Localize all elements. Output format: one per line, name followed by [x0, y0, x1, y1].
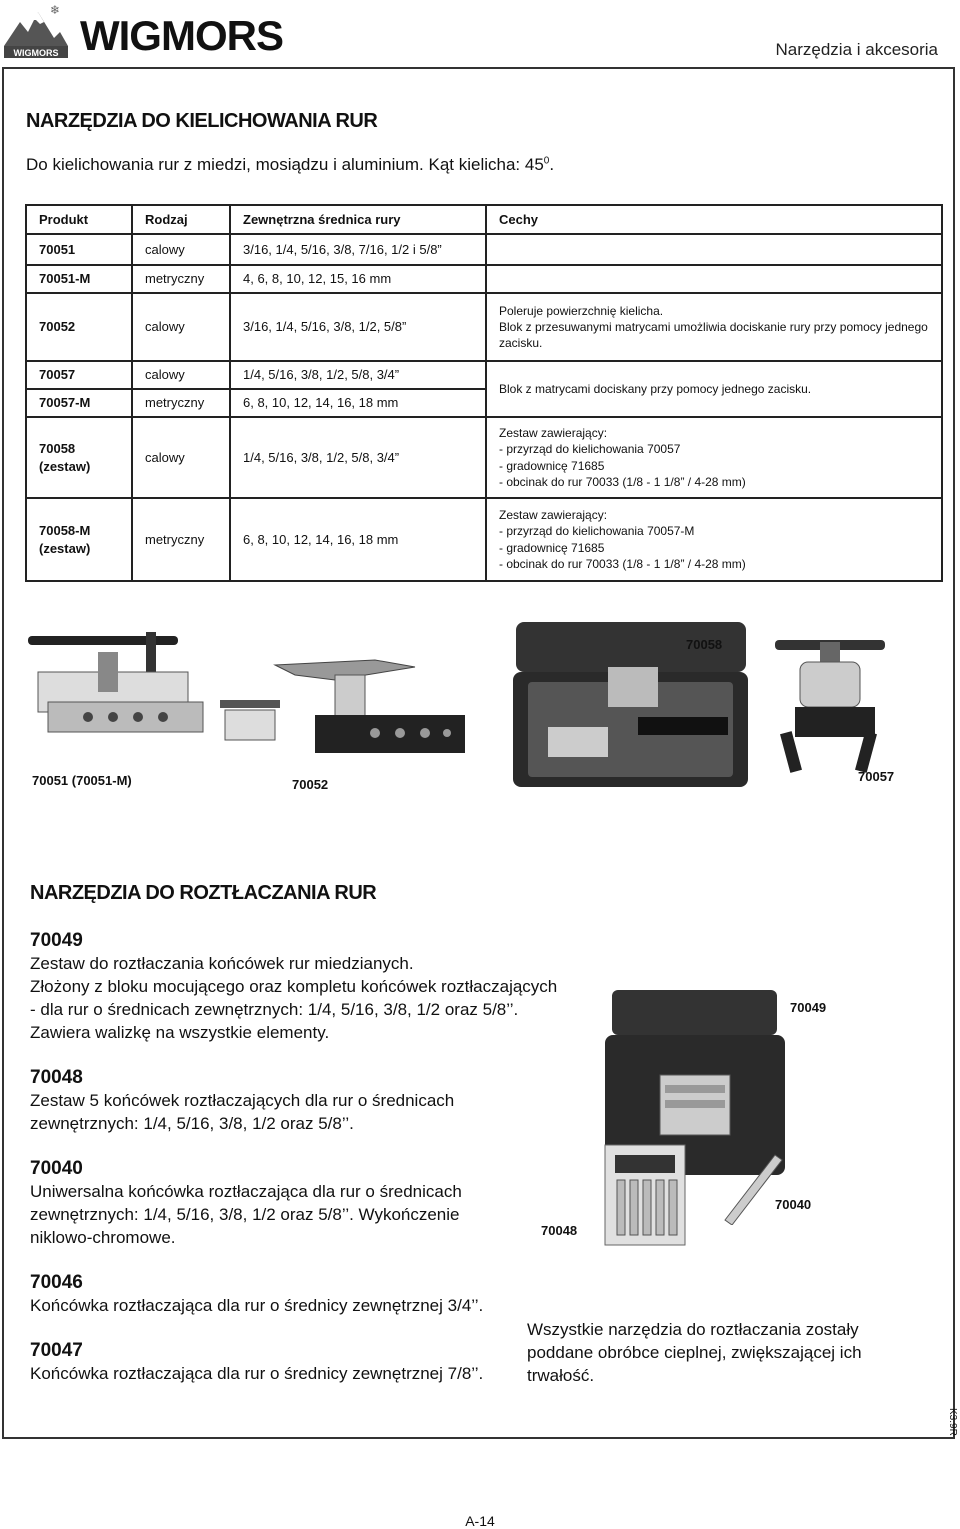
- figure-label-70048: 70048: [541, 1223, 578, 1238]
- cell-diameter: 6, 8, 10, 12, 14, 16, 18 mm: [230, 498, 486, 581]
- cell-product: 70058 (zestaw): [26, 417, 132, 498]
- header-type: Rodzaj: [132, 205, 230, 234]
- cell-product: 70057: [26, 361, 132, 389]
- cell-features: [486, 265, 942, 293]
- heat-treatment-note: Wszystkie narzędzia do roztłaczania zostały poddane obróbce cieplnej, zwiększającej ich trwałość.: [527, 1320, 862, 1385]
- cell-diameter: 3/16, 1/4, 5/16, 3/8, 7/16, 1/2 i 5/8”: [230, 234, 486, 265]
- product-item-70048: 70048 Zestaw 5 końcówek roztłaczających dla rur o średnicach zewnętrznych: 1/4, 5/16, 3/8, 1/2 oraz 5/8’’.: [30, 1067, 455, 1133]
- flaring-tool-70052-image: [215, 655, 470, 765]
- cell-features-merged: Blok z matrycami dociskany przy pomocy jednego zacisku.: [486, 361, 942, 417]
- cell-features: Zestaw zawierający: - przyrząd do kielichowania 70057 - gradownicę 71685 - obcinak do rur 70033 (1/8 - 1 1/8” / 4-28 mm): [486, 417, 942, 498]
- cell-product: 70052: [26, 293, 132, 361]
- cell-type: calowy: [132, 417, 230, 498]
- figure-label-70052: 70052: [292, 777, 329, 792]
- product-item-70047: 70047 Końcówka roztłaczająca dla rur o średnicy zewnętrznej 7/8’’.: [30, 1340, 484, 1383]
- table-row: [26, 361, 942, 389]
- section-title-expanding: NARZĘDZIA DO ROZTŁACZANIA RUR: [30, 882, 377, 904]
- cell-type: calowy: [132, 361, 230, 389]
- cell-diameter: 1/4, 5/16, 3/8, 1/2, 5/8, 3/4”: [230, 417, 486, 498]
- cell-features: Poleruje powierzchnię kielicha. Blok z przesuwanymi matrycami umożliwia dociskanie rury przy pomocy jednego zacisku.: [486, 293, 942, 361]
- figure-label-70049: 70049: [790, 1000, 827, 1015]
- page-number: A-14: [465, 1513, 495, 1529]
- flaring-tool-70051-image: [28, 632, 208, 747]
- flaring-kit-70058-case-image: [508, 617, 763, 792]
- product-item-70049: 70049 Zestaw do roztłaczania końcówek rur miedzianych. Złożony z bloku mocującego oraz kompletu końcówek roztłaczających - dla rur o średnicach zewnętrznych: 1/4, 5/16, 3/8, 1/2 oraz 5/8’’. Zawiera walizkę na wszystkie elementy.: [30, 930, 558, 1042]
- cell-product: 70051-M: [26, 265, 132, 293]
- document-code: K3.9R: [947, 1408, 958, 1436]
- header-diameter: Zewnętrzna średnica rury: [230, 205, 486, 234]
- spec-table: [25, 204, 943, 582]
- section-title-flaring: NARZĘDZIA DO KIELICHOWANIA RUR: [26, 110, 378, 132]
- header-section-label: Narzędzia i akcesoria: [775, 40, 938, 59]
- cell-type: calowy: [132, 234, 230, 265]
- expander-tip-70040-image: [720, 1145, 790, 1225]
- cell-product: 70057-M: [26, 389, 132, 417]
- cell-type: metryczny: [132, 498, 230, 581]
- cell-product: 70051: [26, 234, 132, 265]
- flaring-tool-70057-image: [765, 632, 895, 777]
- product-item-70046: 70046 Końcówka roztłaczająca dla rur o średnicy zewnętrznej 3/4’’.: [30, 1272, 484, 1315]
- cell-diameter: 6, 8, 10, 12, 14, 16, 18 mm: [230, 389, 486, 417]
- brand-logo: [2, 2, 70, 60]
- cell-features: Zestaw zawierający: - przyrząd do kielichowania 70057-M - gradownicę 71685 - obcinak do rur 70033 (1/8 - 1 1/8” / 4-28 mm): [486, 498, 942, 581]
- table-row: [26, 498, 942, 581]
- figure-label-70040: 70040: [775, 1197, 812, 1212]
- mountain-logo-icon: [2, 2, 70, 60]
- cell-type: metryczny: [132, 265, 230, 293]
- header-features: Cechy: [486, 205, 942, 234]
- table-row: [26, 234, 942, 265]
- table-row: [26, 417, 942, 498]
- cell-type: calowy: [132, 293, 230, 361]
- figure-label-70051: 70051 (70051-M): [32, 773, 132, 788]
- table-row: [26, 293, 942, 361]
- section-description: Do kielichowania rur z miedzi, mosiądzu i aluminium. Kąt kielicha: $45^0$.: [26, 155, 555, 174]
- cell-diameter: 4, 6, 8, 10, 12, 15, 16 mm: [230, 265, 486, 293]
- brand-name: WIGMORS: [80, 12, 283, 59]
- table-row: [26, 265, 942, 293]
- cell-type: metryczny: [132, 389, 230, 417]
- svg-text:WIGMORS: WIGMORS: [13, 48, 59, 58]
- cell-diameter: 1/4, 5/16, 3/8, 1/2, 5/8, 3/4”: [230, 361, 486, 389]
- header-product: Produkt: [26, 205, 132, 234]
- figure-label-70058: 70058: [686, 637, 723, 652]
- cell-features: [486, 234, 942, 265]
- cell-product: 70058-M (zestaw): [26, 498, 132, 581]
- cell-diameter: 3/16, 1/4, 5/16, 3/8, 1/2, 5/8”: [230, 293, 486, 361]
- product-item-70040: 70040 Uniwersalna końcówka roztłaczająca dla rur o średnicach zewnętrznych: 1/4, 5/16, 3/8, 1/2 oraz 5/8’’. Wykończenie niklowo-chromowe.: [30, 1158, 462, 1247]
- table-header-row: [26, 205, 942, 234]
- svg-text:❄: ❄: [50, 3, 61, 17]
- expander-set-70048-image: [595, 1140, 695, 1250]
- figure-label-70057: 70057: [858, 769, 895, 784]
